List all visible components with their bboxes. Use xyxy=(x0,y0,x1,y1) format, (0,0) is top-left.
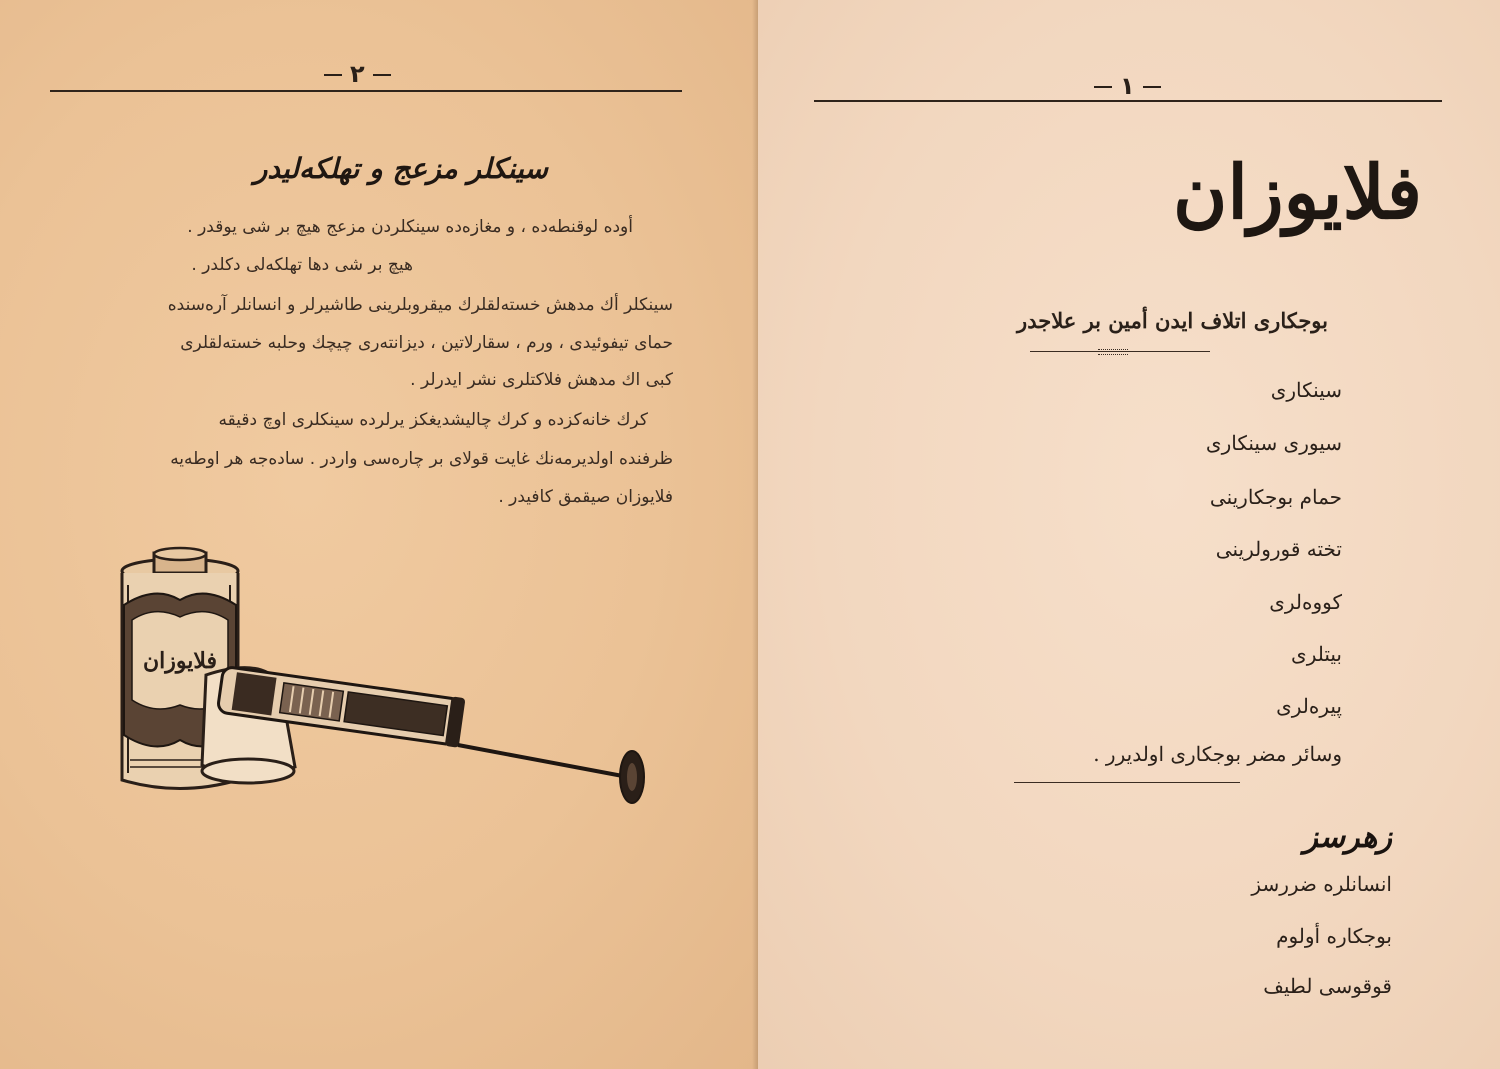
paragraph-line: سینکلر أك مدهش خسته‌لقلرك میقروبلرینی طاشیرلر و انسانلر آره‌سنده xyxy=(167,295,673,315)
paragraph-line: کرك خانه‌کزده و کرك چالیشدیغکز یرلرده سینکلری اوچ دقیقه xyxy=(218,410,648,430)
list-rule xyxy=(1014,782,1240,783)
pest-list-item: حمام بوجکارینی xyxy=(1209,485,1342,509)
sprayer-illustration xyxy=(110,545,660,820)
paragraph-line: ظرفنده اولدیرمه‌نك غایت قولای بر چاره‌سی واردر . ساده‌جه هر اوطه‌یه xyxy=(170,449,673,469)
header-rule-left xyxy=(50,90,682,92)
paragraph-line: کبی اك مدهش فلاکتلری نشر ایدرلر . xyxy=(410,370,673,390)
header-rule-right xyxy=(814,100,1442,102)
pest-list-item: وسائر مضر بوجکاری اولدیرر . xyxy=(1093,742,1342,766)
pest-list-item: پیره‌لری xyxy=(1276,694,1342,718)
can-label: فلایوزان xyxy=(142,648,218,674)
product-title: فلایوزان xyxy=(1173,150,1422,236)
subtitle-rule-ornament xyxy=(1098,349,1128,355)
insecticide-sprayer-icon xyxy=(110,545,660,820)
paragraph-line: فلایوزان صیقمق کافیدر . xyxy=(498,487,673,507)
product-subtitle: بوجکاری اتلاف ایدن أمین بر علاجدر xyxy=(1017,308,1328,333)
page-number-left: ٢ xyxy=(316,60,399,88)
right-page xyxy=(758,0,1500,1069)
left-heading: سینکلر مزعج و تهلکه‌لیدر xyxy=(253,152,548,185)
pest-list-item: کووه‌لری xyxy=(1269,590,1342,614)
paragraph-line: حمای تیفوئیدی ، ورم ، سقارلاتین ، دیزانته‌ری چیچك وحلبه خسته‌لقلری xyxy=(180,333,673,353)
pest-list-item: سیوری سینکاری xyxy=(1205,431,1342,455)
paragraph-line: هیچ بر شی دها تهلکه‌لی دکلدر . xyxy=(191,255,413,275)
pest-list-item: بیتلری xyxy=(1291,642,1342,666)
benefit-item: انسانلره ضررسز xyxy=(1251,872,1392,896)
pest-list-item: تخته قورولرینی xyxy=(1215,537,1342,561)
zehirsiz-heading: زهرسز xyxy=(1303,820,1392,855)
benefit-item: بوجکاره أولوم xyxy=(1276,924,1392,948)
paragraph-line: أوده لوقنطه‌ده ، و مغازه‌ده سینکلردن مزعج هیچ بر شی یوقدر . xyxy=(187,217,633,237)
benefit-item: قوقوسی لطیف xyxy=(1263,974,1392,998)
page-number-right: ١ xyxy=(1086,72,1169,100)
pest-list-item: سینکاری xyxy=(1270,378,1342,402)
